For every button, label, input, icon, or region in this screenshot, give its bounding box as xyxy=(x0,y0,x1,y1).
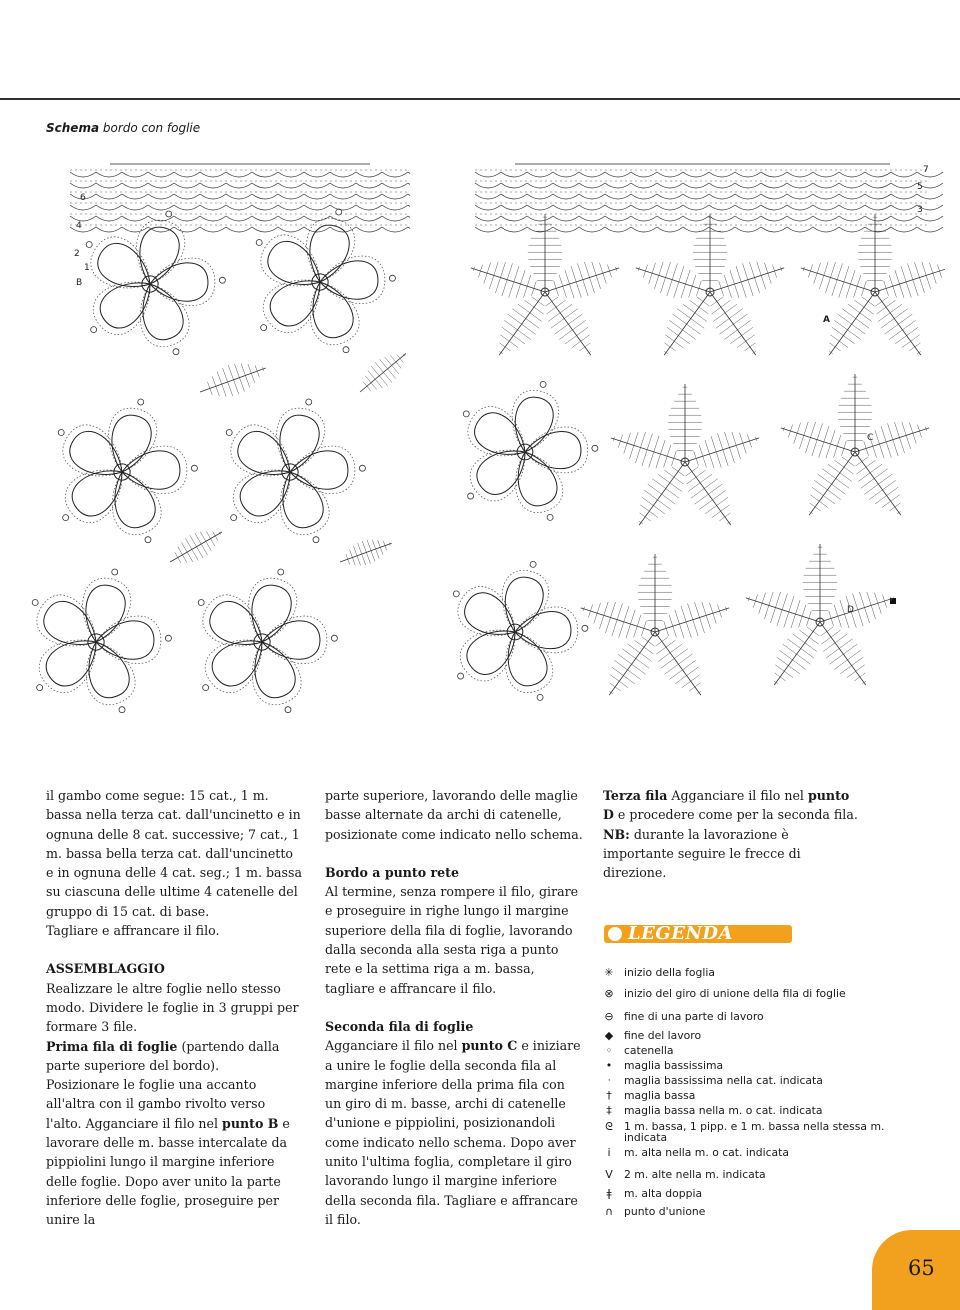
single-crochet-icon: † xyxy=(606,1089,612,1102)
leaf-spine xyxy=(340,543,392,562)
point-d-ref: punto D xyxy=(603,788,850,823)
paragraph xyxy=(603,825,861,883)
leaf-spine xyxy=(499,292,545,355)
paragraph-text: e procedere come per la seconda fila. xyxy=(613,807,858,823)
legend-item xyxy=(602,966,924,979)
picot-loop xyxy=(256,240,262,246)
leaf-spine xyxy=(820,622,866,685)
legend-item xyxy=(602,1168,924,1181)
petal-outline xyxy=(210,601,262,644)
legend-item-label: m. alta nella m. o cat. indicata xyxy=(624,1146,789,1159)
picot-loop xyxy=(278,569,284,575)
legend-dot-icon xyxy=(608,927,622,941)
leaf-spine xyxy=(801,268,875,292)
leaf-spine xyxy=(609,632,655,695)
double-crochet-icon: ⅰ xyxy=(607,1146,611,1159)
row-label-5: 5 xyxy=(917,182,923,192)
chain-arches xyxy=(70,205,410,210)
petal-stitch-outline xyxy=(502,570,549,632)
paragraph: Tagliare e affrancare il filo. xyxy=(46,923,220,939)
petal-stitch-outline xyxy=(320,256,385,304)
schema-title-bold: Schema xyxy=(46,121,100,135)
paragraph: Al termine, senza rompere il filo, girare e proseguire in righe lungo il margine superiore della fila di foglie, lavorando dalla seconda alla sesta riga a punto rete e la settima riga a m. bassa, tagliare e affrancare il filo. xyxy=(325,884,579,996)
picot-loop xyxy=(145,537,151,543)
legend-item xyxy=(602,1059,924,1072)
petal-stitch-outline xyxy=(249,578,297,642)
schema-title-rest: bordo con foglie xyxy=(99,121,201,135)
chain-arches xyxy=(70,183,410,188)
legend-item xyxy=(602,1010,924,1023)
row-label-6: 6 xyxy=(80,193,86,203)
leaf-spine xyxy=(545,268,619,292)
paragraph-text: Agganciare il filo nel xyxy=(667,788,808,803)
petal-stitch-outline xyxy=(150,258,215,306)
chain-arches xyxy=(475,183,943,188)
leaf-spine xyxy=(710,268,784,292)
petal-stitch-outline xyxy=(109,408,157,472)
petal-stitch-outline xyxy=(65,470,122,523)
chain-arches xyxy=(70,216,410,221)
petal-outline xyxy=(290,451,348,489)
picot-loop xyxy=(389,275,395,281)
petal-stitch-outline xyxy=(506,632,553,693)
circled-cross-icon: ⊗ xyxy=(604,987,614,1000)
legend-item xyxy=(602,1187,924,1200)
picot-loop xyxy=(453,591,459,597)
heading-bordo-punto-rete: Bordo a punto rete xyxy=(325,864,460,880)
petal-stitch-outline xyxy=(512,390,559,452)
petal-outline xyxy=(320,261,378,299)
picot-loop xyxy=(285,707,291,713)
picot-loop xyxy=(112,569,118,575)
v-stitch-icon: V xyxy=(605,1168,613,1181)
petal-outline xyxy=(212,641,262,686)
petal-outline xyxy=(525,432,581,469)
picot-loop xyxy=(63,515,69,521)
legend-item-label: punto d'unione xyxy=(624,1205,706,1218)
petal-stitch-outline xyxy=(233,470,290,523)
legend-item-label: catenella xyxy=(624,1044,674,1057)
single-crochet-indicated-icon: ‡ xyxy=(606,1104,612,1117)
top-rule xyxy=(0,98,960,100)
chain-icon: ◦ xyxy=(605,1044,613,1057)
picot-loop xyxy=(91,327,97,333)
dot-icon: • xyxy=(605,1059,613,1072)
petal-outline xyxy=(262,621,320,659)
picot-loop xyxy=(203,685,209,691)
point-label-c: C xyxy=(867,433,874,443)
paragraph-text: durante la lavorazione è importante seguire le frecce di direzione. xyxy=(603,826,801,881)
leaf-spine xyxy=(820,598,894,622)
leaf-spine xyxy=(685,438,759,462)
legend-item-label: inizio del giro di unione della fila di foglie xyxy=(624,987,846,1000)
asterisk-icon: ✳ xyxy=(604,966,614,979)
leaf-spine xyxy=(809,452,855,515)
point-label-b: B xyxy=(76,278,83,288)
picot-loop xyxy=(530,561,536,567)
leaf-spine xyxy=(710,292,756,355)
legend-item xyxy=(602,1089,924,1102)
legend-item xyxy=(602,987,924,1000)
picot-loop xyxy=(231,515,237,521)
petal-outline xyxy=(98,243,150,286)
picot-loop xyxy=(592,445,598,451)
petal-stitch-outline xyxy=(93,282,150,335)
petal-outline xyxy=(72,471,122,516)
diamond-icon: ◆ xyxy=(604,1029,614,1042)
picot-loop xyxy=(540,381,546,387)
right-chart-diagram xyxy=(425,152,945,752)
picot-loop xyxy=(219,277,225,283)
leaf-spine xyxy=(664,292,710,355)
picot-loop xyxy=(165,635,171,641)
picot-loop xyxy=(198,600,204,606)
petal-outline xyxy=(268,241,320,284)
paragraph xyxy=(603,786,861,825)
petal-stitch-outline xyxy=(310,282,359,345)
picot-loop xyxy=(582,625,588,631)
leaf-spine xyxy=(781,428,855,452)
petal-outline xyxy=(86,585,125,642)
row-label-7: 7 xyxy=(923,165,929,175)
point-c-ref: punto C xyxy=(461,1038,518,1054)
petal-outline xyxy=(122,451,180,489)
legend-item-label: m. alta doppia xyxy=(624,1187,703,1200)
text-column-3 xyxy=(603,786,861,882)
legend-item-label: maglia bassissima nella cat. indicata xyxy=(624,1074,823,1087)
join-icon: ∩ xyxy=(604,1205,614,1218)
picot-loop xyxy=(306,399,312,405)
petal-stitch-outline xyxy=(205,640,262,693)
paragraph-text: Posizionare le foglie una accanto all'altra con il gambo rivolto verso l'alto. Agganciare il filo nel xyxy=(46,1077,266,1131)
leaf-spine xyxy=(200,368,266,392)
picot-loop xyxy=(138,399,144,405)
leaf-spine xyxy=(581,608,655,632)
picot-loop xyxy=(32,600,38,606)
legend-item xyxy=(602,1146,924,1159)
left-chart-diagram xyxy=(10,152,410,752)
petal-stitch-outline xyxy=(83,578,131,642)
leaf-spine xyxy=(655,608,729,632)
petal-outline xyxy=(465,593,515,635)
petal-outline xyxy=(515,397,553,452)
legend-item-label: 1 m. bassa, 1 pipp. e 1 m. bassa nella stessa m. indicata xyxy=(624,1120,885,1144)
row-label-3: 3 xyxy=(917,205,923,215)
picot-loop xyxy=(547,514,553,520)
paragraph-text: e iniziare a unire le foglie della seconda fila al margine inferiore della prima fila con un giro di m. basse, archi di catenelle d'unione e pippiolini, posizionandoli come indicato nello schema. Dopo aver unito l'ultima foglia, completare il giro lavorando lungo il margine inferiore della seconda fila. Tagliare e affrancare il filo. xyxy=(325,1038,581,1227)
petal-stitch-outline xyxy=(290,446,355,494)
heading-seconda-fila: Seconda fila di foglie xyxy=(325,1018,474,1034)
legend-item-label: maglia bassa nella m. o cat. indicata xyxy=(624,1104,823,1117)
petal-outline xyxy=(46,641,96,686)
chain-arches xyxy=(70,194,410,199)
point-label-a: A xyxy=(823,315,830,325)
paragraph xyxy=(46,1037,304,1076)
petal-outline xyxy=(252,585,291,642)
legend-item xyxy=(602,1074,924,1087)
petal-outline xyxy=(270,281,320,326)
legend-item-label: inizio della foglia xyxy=(624,966,715,979)
text-column-2 xyxy=(325,786,583,1229)
petal-stitch-outline xyxy=(525,427,588,473)
schema-title xyxy=(46,121,200,135)
heading-prima-fila: Prima fila di foglie xyxy=(46,1038,178,1054)
text-column-1 xyxy=(46,786,304,1230)
petal-outline xyxy=(477,451,525,495)
paragraph xyxy=(46,1075,304,1229)
leaf-spine xyxy=(746,598,820,622)
petal-stitch-outline xyxy=(252,642,301,705)
picot-loop xyxy=(191,465,197,471)
paragraph: il gambo come segue: 15 cat., 1 m. bassa nella terza cat. dall'uncinetto e in ognuna delle 8 cat. successive; 7 cat., 1 m. bassa bella terza cat. dall'uncinetto e in ognuna delle 4 cat. seg.; 1 m. bassa su ciascuna delle ultime 4 catenelle del gruppo di 15 cat. di base. xyxy=(46,788,302,919)
petal-outline xyxy=(238,431,290,474)
leaf-spine xyxy=(875,292,921,355)
circled-minus-icon: ⊖ xyxy=(604,1010,614,1023)
picot-loop xyxy=(173,349,179,355)
petal-outline xyxy=(112,415,151,472)
picot-loop xyxy=(261,325,267,331)
petal-outline xyxy=(150,263,208,301)
chain-arches xyxy=(475,205,943,210)
legend-header xyxy=(604,925,792,943)
petal-stitch-outline xyxy=(96,616,161,664)
paragraph-text: Agganciare il filo nel xyxy=(325,1038,462,1054)
left-chart-svg xyxy=(10,152,410,752)
leaf-spine xyxy=(639,462,685,525)
leaf-spine xyxy=(685,462,731,525)
page-number: 65 xyxy=(908,1256,935,1280)
row-label-2: 2 xyxy=(74,249,80,259)
petal-outline xyxy=(140,227,179,284)
petal-stitch-outline xyxy=(39,640,96,693)
petal-outline xyxy=(515,612,571,649)
petal-outline xyxy=(96,621,154,659)
picot-loop xyxy=(537,694,543,700)
legend-item xyxy=(602,1044,924,1057)
picot-loop xyxy=(86,242,92,248)
petal-outline xyxy=(100,283,150,328)
picot-loop xyxy=(468,493,474,499)
picot-loop xyxy=(37,685,43,691)
point-label-d: D xyxy=(847,605,854,615)
chain-arches xyxy=(475,172,943,177)
row-label-1: 1 xyxy=(84,263,90,273)
legend-item-label: fine di una parte di lavoro xyxy=(624,1010,764,1023)
petal-outline xyxy=(240,471,290,516)
petal-outline xyxy=(467,631,515,675)
leaf-spine xyxy=(829,292,875,355)
petal-stitch-outline xyxy=(140,284,189,347)
picot-loop xyxy=(313,537,319,543)
petal-stitch-outline xyxy=(112,472,161,535)
paragraph xyxy=(325,1036,583,1229)
legend-item-label: 2 m. alte nella m. indicata xyxy=(624,1168,766,1181)
picot-loop xyxy=(463,411,469,417)
petal-outline xyxy=(310,225,349,282)
picot-loop xyxy=(343,347,349,353)
picot-loop xyxy=(58,430,64,436)
legend-item xyxy=(602,1205,924,1218)
heading-terza-fila: Terza fila xyxy=(603,788,668,803)
slip-stitch-chain-icon: ᐧ xyxy=(607,1074,611,1087)
leaf-spine xyxy=(170,532,222,562)
petal-outline xyxy=(505,577,543,632)
paragraph: Realizzare le altre foglie nello stesso modo. Dividere le foglie in 3 gruppi per formare 3 file. xyxy=(46,980,299,1035)
row-label-4: 4 xyxy=(76,221,82,231)
treble-crochet-icon: ǂ xyxy=(606,1187,612,1200)
legend-item xyxy=(602,1104,924,1117)
legend-item-label: fine del lavoro xyxy=(624,1029,702,1042)
heading-assemblaggio: ASSEMBLAGGIO xyxy=(46,961,165,977)
petal-outline xyxy=(280,415,319,472)
picot-loop xyxy=(359,465,365,471)
petal-stitch-outline xyxy=(280,472,329,535)
petal-outline xyxy=(44,601,96,644)
paragraph: parte superiore, lavorando delle maglie basse alternate da archi di catenelle, posizionate come indicato nello schema. xyxy=(325,788,583,842)
right-chart-svg xyxy=(425,152,945,752)
petal-stitch-outline xyxy=(515,607,578,653)
picot-icon: ᘓ xyxy=(605,1120,613,1133)
leaf-spine xyxy=(655,632,701,695)
legend-item xyxy=(602,1029,924,1042)
petal-stitch-outline xyxy=(516,452,563,513)
chain-arches xyxy=(475,194,943,199)
point-b-ref: punto B xyxy=(222,1115,279,1131)
chain-arches xyxy=(70,227,410,232)
legend-title: LEGENDA xyxy=(628,923,733,944)
legend-item-label: maglia bassissima xyxy=(624,1059,724,1072)
picot-loop xyxy=(226,430,232,436)
petal-stitch-outline xyxy=(277,408,325,472)
leaf-spine xyxy=(636,268,710,292)
paragraph-text: (partendo dalla parte superiore del bordo). xyxy=(46,1038,280,1073)
legend-item xyxy=(602,1121,924,1143)
petal-stitch-outline xyxy=(263,280,320,333)
picot-loop xyxy=(331,635,337,641)
picot-loop xyxy=(119,707,125,713)
leaf-spine xyxy=(855,452,901,515)
leaf-spine xyxy=(545,292,591,355)
petal-stitch-outline xyxy=(122,446,187,494)
petal-stitch-outline xyxy=(86,642,135,705)
leaf-spine xyxy=(471,268,545,292)
nb-label: NB: xyxy=(603,826,630,842)
leaf-spine xyxy=(360,353,406,392)
chain-arches xyxy=(70,172,410,177)
leaf-spine xyxy=(774,622,820,685)
paragraph-text: e lavorare delle m. basse intercalate da pippiolini lungo il margine inferiore delle foglie. Dopo aver unito la parte inferiore delle foglie, proseguire per unire la xyxy=(46,1115,290,1228)
picot-loop xyxy=(458,673,464,679)
legend-item-label: maglia bassa xyxy=(624,1089,696,1102)
leaf-spine xyxy=(611,438,685,462)
petal-outline xyxy=(475,413,525,455)
petal-stitch-outline xyxy=(262,616,327,664)
petal-outline xyxy=(70,431,122,474)
